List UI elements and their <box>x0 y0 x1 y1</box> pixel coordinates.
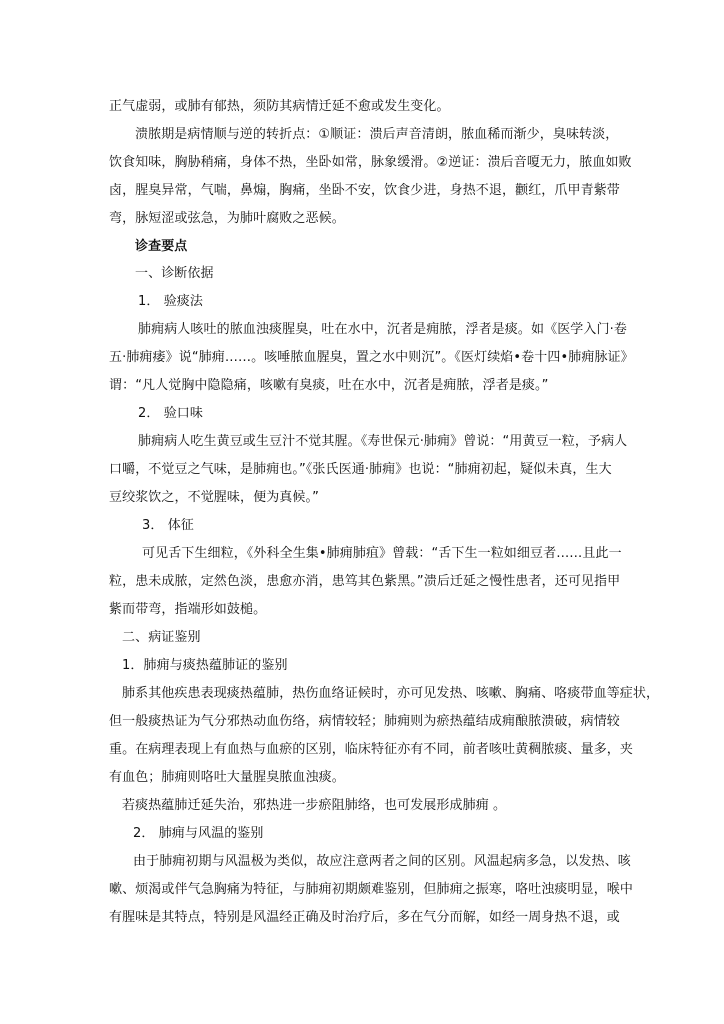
text-line: 若痰热蕴肺迁延失治，邪热进一步瘀阻肺络，也可发展形成肺痈 。 <box>122 798 507 813</box>
text-line: 饮食知味，胸胁稍痛，身体不热，坐卧如常，脉象缓滑。②逆证：溃后音嗄无力，脓血如败 <box>109 155 632 170</box>
text-line: 溃脓期是病情顺与逆的转折点：①顺证：溃后声音清朗，脓血稀而渐少，臭味转淡， <box>135 127 619 142</box>
text-line: 弯，脉短涩或弦急，为肺叶腐败之恶候。 <box>109 211 345 226</box>
text-line: 由于肺痈初期与风温极为类似，故应注意两者之间的区别。风温起病多急，以发热、咳 <box>133 854 631 869</box>
item-heading: 1． 验痰法 <box>138 294 204 309</box>
item-heading: 3． 体征 <box>142 518 194 533</box>
text-line: 可见舌下生细粒，《外科全生集•肺痈肺疽》曾载：“舌下生一粒如细豆者……且此一 <box>142 546 622 561</box>
item-heading: 1．肺痈与痰热蕴肺证的鉴别 <box>122 658 288 673</box>
text-line: 五·肺痈痿》说“肺痈……。咳唾脓血腥臭，置之水中则沉”。《医灯续焰•卷十四•肺痈脉证》 <box>109 350 634 365</box>
item-heading: 2． 验口味 <box>138 406 204 421</box>
text-line: 卤，腥臭异常，气喘，鼻煽，胸痛，坐卧不安，饮食少进，身热不退，颧红，爪甲青紫带 <box>109 183 620 198</box>
text-line: 豆绞浆饮之，不觉腥味，便为真候。” <box>109 490 319 505</box>
text-line: 谓：“凡人觉胸中隐隐痛，咳嗽有臭痰，吐在水中，沉者是痈脓，浮者是痰。” <box>109 378 549 393</box>
subsection-heading: 二、病证鉴别 <box>122 630 201 645</box>
text-line: 有腥味是其特点，特别是风温经正确及时治疗后，多在气分而解，如经一周身热不退，或 <box>109 910 620 925</box>
text-line: 肺痈病人咳吐的脓血浊痰腥臭，吐在水中，沉者是痈脓，浮者是痰。如《医学入门·卷 <box>138 322 627 337</box>
text-line: 紫而带弯，指端形如鼓槌。 <box>109 602 267 617</box>
text-line: 但一般痰热证为气分邪热动血伤络，病情较轻；肺痈则为瘀热蕴结成痈酿脓溃破，病情较 <box>109 714 620 729</box>
text-line: 有血色；肺痈则咯吐大量腥臭脓血浊痰。 <box>109 770 345 785</box>
text-line: 肺系其他疾患表现痰热蕴肺，热伤血络证候时，亦可见发热、咳嗽、胸痛、咯痰带血等症状， <box>122 686 660 701</box>
text-line: 口嚼，不觉豆之气味，是肺痈也。”《张氏医通·肺痈》也说：“肺痈初起，疑似未真，生大 <box>109 462 612 477</box>
subsection-heading: 一、诊断依据 <box>135 266 214 281</box>
item-heading: 2． 肺痈与风温的鉴别 <box>133 826 264 841</box>
text-line: 嗽、烦渴或伴气急胸痛为特征，与肺痈初期颇难鉴别，但肺痈之振寒，咯吐浊痰明显，喉中 <box>109 882 634 897</box>
text-line: 肺痈病人吃生黄豆或生豆汁不觉其腥。《寿世保元·肺痈》曾说：“用黄豆一粒，予病人 <box>138 434 628 449</box>
text-line: 粒，患未成脓，定然色淡，患愈亦消，患笃其色紫黑。”溃后迁延之慢性患者，还可见指甲 <box>109 574 621 589</box>
section-heading: 诊查要点 <box>135 239 188 254</box>
text-line: 正气虚弱，或肺有郁热，须防其病情迁延不愈或发生变化。 <box>109 99 450 114</box>
text-line: 重。在病理表现上有血热与血瘀的区别，临床特征亦有不同，前者咳吐黄稠脓痰、量多，夹 <box>109 742 634 757</box>
